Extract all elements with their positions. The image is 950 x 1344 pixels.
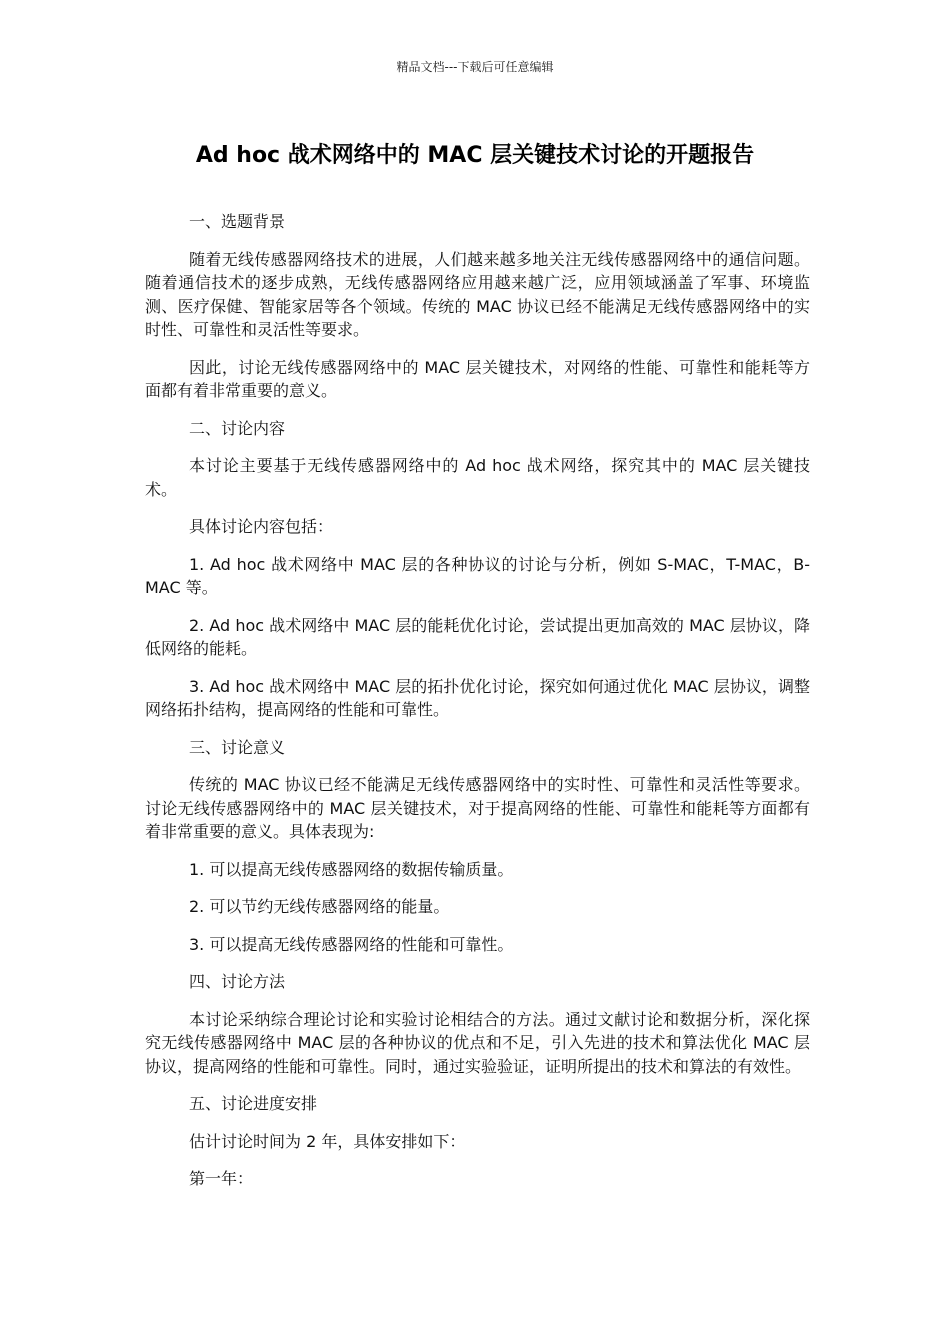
paragraph: 随着无线传感器网络技术的进展，人们越来越多地关注无线传感器网络中的通信问题。随着通信技术的逐步成熟，无线传感器网络应用越来越广泛，应用领域涵盖了军事、环境监测、医疗保健、智能家居等各个领域。传统的 MAC 协议已经不能满足无线传感器网络中的实时性、可靠性和灵活性等要求。 [145, 249, 810, 339]
paragraph: 因此，讨论无线传感器网络中的 MAC 层关键技术，对网络的性能、可靠性和能耗等方面都有着非常重要的意义。 [145, 357, 810, 400]
section-heading-method: 四、讨论方法 [189, 972, 286, 991]
section-heading-schedule: 五、讨论进度安排 [189, 1094, 318, 1113]
paragraph: 估计讨论时间为 2 年，具体安排如下： [189, 1131, 466, 1151]
section-heading-background: 一、选题背景 [189, 212, 286, 231]
page-header: 精品文档---下载后可任意编辑 [396, 60, 554, 74]
list-item: 1. Ad hoc 战术网络中 MAC 层的各种协议的讨论与分析，例如 S-MAC，T-MAC，B-MAC 等。 [145, 554, 810, 597]
paragraph: 具体讨论内容包括： [189, 517, 334, 536]
paragraph: 传统的 MAC 协议已经不能满足无线传感器网络中的实时性、可靠性和灵活性等要求。讨论无线传感器网络中的 MAC 层关键技术，对于提高网络的性能、可靠性和能耗等方面都有着非常重要的意义。具体表现为: [145, 775, 810, 841]
list-item: 2. Ad hoc 战术网络中 MAC 层的能耗优化讨论，尝试提出更加高效的 MAC 层协议，降低网络的能耗。 [145, 615, 810, 658]
paragraph: 本讨论采纳综合理论讨论和实验讨论相结合的方法。通过文献讨论和数据分析，深化探究无线传感器网络中 MAC 层的各种协议的优点和不足，引入先进的技术和算法优化 MAC 层协议，提高网络的性能和可靠性。同时，通过实验验证，证明所提出的技术和算法的有效性。 [145, 1009, 810, 1076]
document-body [145, 210, 810, 1205]
document-title: Ad hoc 战术网络中的 MAC 层关键技术讨论的开题报告 [195, 143, 755, 168]
paragraph: 第一年： [189, 1169, 254, 1188]
section-heading-content: 二、讨论内容 [189, 418, 286, 438]
list-item: 2. 可以节约无线传感器网络的能量。 [189, 897, 450, 916]
paragraph: 本讨论主要基于无线传感器网络中的 Ad hoc 战术网络，探究其中的 MAC 层关键技术。 [145, 456, 810, 499]
list-item: 3. Ad hoc 战术网络中 MAC 层的拓扑优化讨论，探究如何通过优化 MAC 层协议，调整网络拓扑结构，提高网络的性能和可靠性。 [145, 676, 810, 719]
section-heading-significance: 三、讨论意义 [189, 737, 286, 757]
list-item: 3. 可以提高无线传感器网络的性能和可靠性。 [189, 934, 514, 954]
list-item: 1. 可以提高无线传感器网络的数据传输质量。 [189, 859, 514, 879]
